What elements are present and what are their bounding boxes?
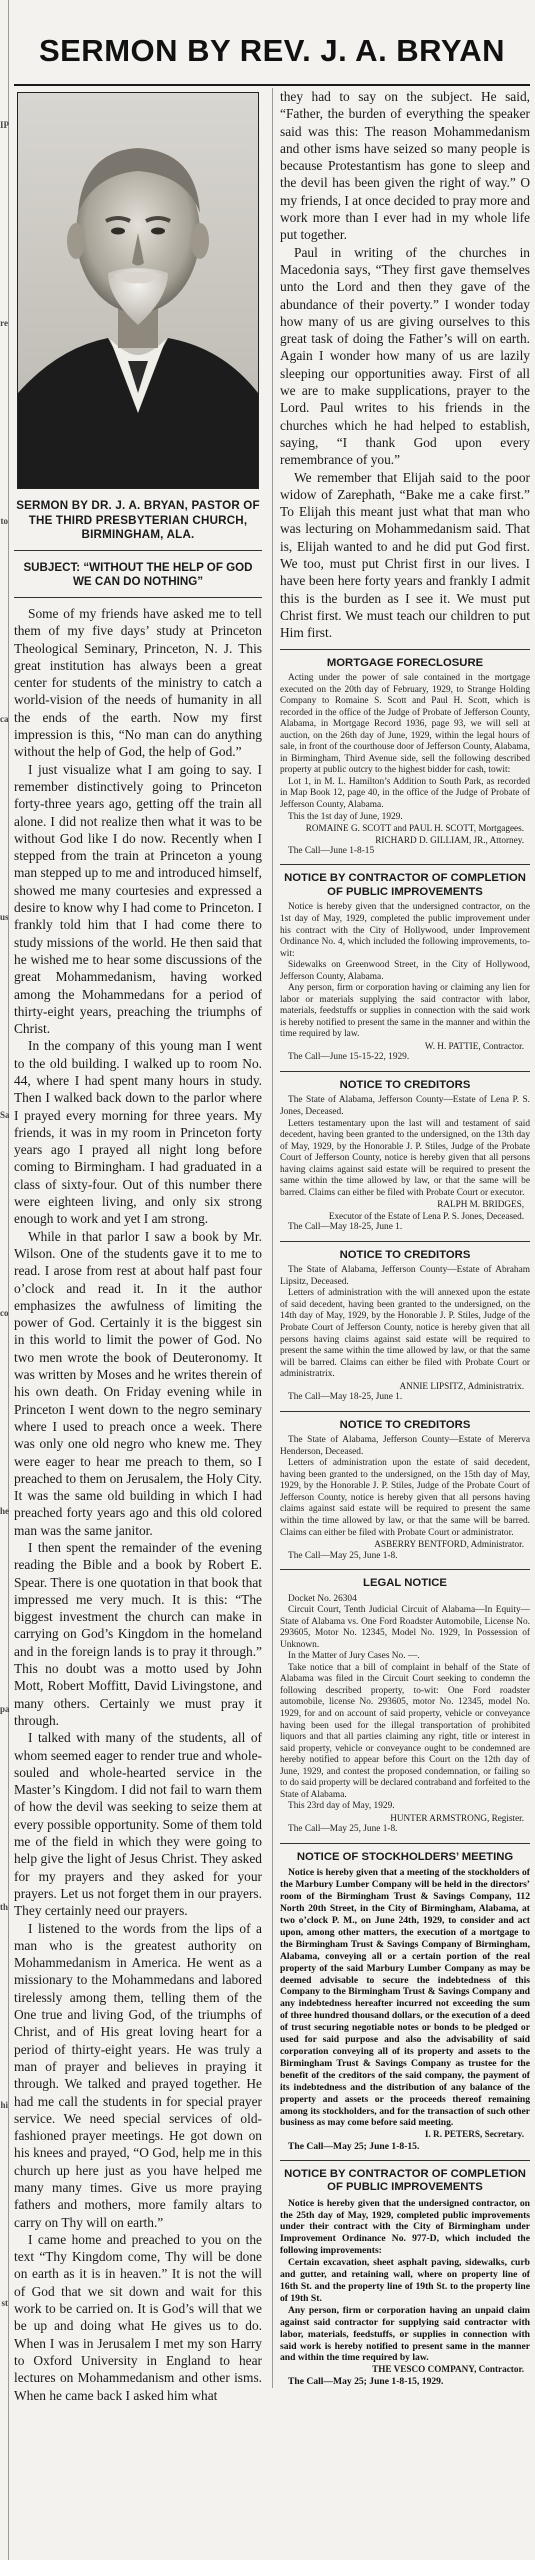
- notice-signature: RICHARD D. GILLIAM, JR., Attorney.: [375, 834, 524, 845]
- notice-paragraph: The State of Alabama, Jefferson County—Estate of Mererva Henderson, Deceased.: [280, 1435, 530, 1457]
- notice-publication-dates: The Call—June 1-8-15: [288, 845, 375, 856]
- notice-title: MORTGAGE FORECLOSURE: [326, 656, 484, 669]
- notice-divider: [280, 1071, 530, 1072]
- sermon-paragraph: I came home and preached to you on the text “Thy Kingdom come, Thy will be done on earth as it is in heaven.” It is not the will of God that we sit down and wait for this work to be carried on. It is God’s will that we be up and doing what He gives us to do. When I was in Jerusalem I met my son Harry to Oxford University in England to hear lectures on Mohammedanism and other isms. When he came back I asked him what: [14, 2231, 262, 2403]
- notice-paragraph: Certain excavation, sheet asphalt paving, sidewalks, curb and gutter, and retaining wall, where on property line of 16th St. and the property line of 19th St. to the property line of 19th St.: [280, 2257, 530, 2304]
- notice-divider: [280, 1241, 530, 1242]
- notice-divider: [280, 1843, 530, 1844]
- sermon-subject: SUBJECT: “WITHOUT THE HELP OF GOD WE CAN DO NOTHING”: [23, 560, 253, 589]
- notice-signature: W. H. PATTIE, Contractor.: [424, 1041, 524, 1052]
- notice-paragraph: The State of Alabama, Jefferson County—Estate of Lena P. S. Jones, Deceased.: [280, 1095, 530, 1118]
- left-edge-fragment-column: [0, 0, 9, 2560]
- notice-paragraph: Letters testamentary upon the last will and testament of said decedent, having been granted to the undersigned, on the 13th day of May, 1929, by the Honorable J. P. Stiles, Judge of the Probate Court of Jefferson County, notice is hereby given that all persons having claims against said estate will be required to present the same within the time allowed by law, or that the same will be barred. Claims can either be filed with Probate Court or executor.: [280, 1118, 530, 1198]
- portrait-image: [18, 93, 258, 488]
- notice-paragraph: This the 1st day of June, 1929.: [288, 811, 403, 822]
- legal-notice: [280, 1843, 530, 2153]
- notice-signature: ASBERRY BENTFORD, Administrator.: [374, 1539, 524, 1550]
- notice-publication-dates: The Call—June 15-15-22, 1929.: [288, 1052, 410, 1063]
- notice-paragraph: Notice is hereby given that the undersigned contractor, on the 25th day of May, 1929, completed public improvements under their contract with the City of Birmingham under Improvement Ordinance No. 977-D, which included the following improvements:: [280, 2197, 530, 2257]
- sermon-paragraph: I just visualize what I am going to say. I remember distinctively going to Princeton forty-three years ago, getting off the train all alone. I did not realize then what it was to be without God like I do now. Recently when I stepped from the train at Princeton a young man stepped up to me and introduced himself, showed me many courtesies and expressed a desire to know why I had come to Princeton. I frankly told him that I had come there to study missions of the world. He then said that he wished me to hear some discussions of the great Mohammedanism, having worked among the Mohammedans for a period of thirty-eight years, preaching the triumphs of Christ.: [14, 761, 262, 1037]
- notice-title: NOTICE BY CONTRACTOR OF COMPLETION OF PUBLIC IMPROVEMENTS: [284, 872, 526, 898]
- legal-notice: [280, 1569, 530, 1836]
- notice-publication-dates: The Call—May 18-25, June 1.: [288, 1392, 403, 1403]
- notice-paragraph: This 23rd day of May, 1929.: [288, 1801, 395, 1812]
- notice-title: NOTICE OF STOCKHOLDERS’ MEETING: [296, 1850, 514, 1863]
- notice-paragraph: Any person, firm or corporation having an unpaid claim against said contractor for supplying said contractor with labor, materials, feedstuffs, or supplies in connection with said work is hereby notified to present same in the manner and within the time required by law.: [280, 2304, 530, 2364]
- sermon-paragraph: In the company of this young man I went to the old building. I walked up to room No. 44, where I had spent many hours in study. Then I walked back down to the parlor where I prayed every morning for three years. My friends, it was in my room in Princeton forty years ago I prayed all night long before coming to Birmingham. I had graduated in a class of sixty-four. Out of this number there were eighteen living, and only six strong enough to work and yet I am strong.: [14, 1038, 262, 1227]
- edge-text-fragment: pa: [0, 1704, 10, 1714]
- sermon-paragraph: I listened to the words from the lips of a man who is the greatest authority on Mohammedanism in America. He went as a missionary to the Mohammedans and labored tirelessly among them, telling them of the One true and living God, of the triumphs of Christ, and of His great loving heart for a period of thirty-eight years. He was truly a man of prayer and believes in praying it through. We talked and prayed together. He had me call the students in for special prayer service. We need special services of old-fashioned prayer meetings. He got down on his knees and prayed, “O God, help me in this church up here just as you have helped me many many times. Give us more praying fathers and mothers, more family altars to carry on Thy will on earth.”: [14, 1920, 262, 2230]
- edge-text-fragment: Sa: [0, 1110, 10, 1120]
- notice-signature: I. R. PETERS, Secretary.: [424, 2129, 524, 2140]
- photo-caption: SERMON BY DR. J. A. BRYAN, PASTOR OF THE THIRD PRESBYTERIAN CHURCH, BIRMINGHAM, ALA.: [16, 499, 260, 542]
- notice-divider: [280, 649, 530, 650]
- portrait-photo: [17, 92, 259, 489]
- legal-notice: [280, 864, 530, 1064]
- sermon-paragraph: Some of my friends have asked me to tell them of my five days’ study at Princeton Theological Seminary, Princeton, N. J. This great institution has always been a great center for students of the ministry to catch a world-vision of the needs of humanity in all the ends of the earth. Now my first impression is this, “No man can do anything without the help of God, the help of God.”: [14, 605, 262, 760]
- notice-paragraph: Notice is hereby given that a meeting of the stockholders of the Marbury Lumber Company will be held in the directors’ room of the Birmingham Trust & Savings Company, 112 North 20th Street, in the City of Birmingham, Alabama, at two o’clock P. M., on June 24th, 1929, to consider and act upon, among other matters, the execution of a mortgage to the Birmingham Trust & Savings Company of Birmingham, Alabama, conveying all or a certain portion of the real property of the said Marbury Lumber Company as may be deemed advisable to secure the indebtedness of this Company to the Birmingham Trust & Savings Company and any indebtedness hereafter incurred not exceeding the sum of three hundred thousand dollars, or the execution of a deed of trust securing negotiable notes or bonds to be pledged or used for said purpose and also the advisability of said corporation conveying all of its property and assets to the Birmingham Trust & Savings Company as trustee for the benefit of the creditors of the said company, the payment of its indebtedness and the distribution of any balance of the property and assets or the proceeds thereof remaining among its stockholders, and for the transaction of such other business as may come before said meeting.: [280, 1867, 530, 2129]
- sermon-paragraph: While in that parlor I saw a book by Mr. Wilson. One of the students gave it to me to read. I arose from rest at about half past four o’clock and read it. In it the author emphasizes the awfulness of limiting the power of God. Certainly it is the biggest sin in this world to limit the power of God. No two men wrote the book of Deuteronomy. It was written by Moses and he writes therein of his own death. On Friday evening while in Princeton I went down to the negro seminary where I used to preach once a week. There was only one old negro who knew me. They were eager to hear me preach to them, so I preached to them on Jerusalem, the Holy City. It was the same old building in which I had preached forty years ago and this old colored man was the same janitor.: [14, 1228, 262, 1538]
- caption-divider: [14, 550, 262, 551]
- left-column: [14, 92, 262, 2404]
- sermon-paragraph: I talked with many of the students, all of whom seemed eager to render true and whole-souled and whole-hearted service in the Master’s Kingdom. I did not fail to warn them of how the devil was seeking to seize them at every possible opportunity. Some of them told me of the field in which they were going to help give the light of Jesus Christ. They asked for my prayers and they asked for your prayers. Let us not forget them in our prayers. They certainly need our prayers.: [14, 1730, 262, 1919]
- legal-notice: [280, 1071, 530, 1234]
- sermon-paragraph: Paul in writing of the churches in Macedonia says, “They first gave themselves unto the Lord and then they gave of the abundance of their poverty.” I wonder today how many of us are giving ourselves to this great task of doing the Father’s will on earth. Again I wonder how many of us are lazily sleeping our opportunities away. First of all we are to make supplications, prayer to the Lord. Paul writes to his friends in the churches which he had helped to establish, saying, “I thank God upon every remembrance of you.”: [280, 244, 530, 468]
- edge-text-fragment: th: [0, 1902, 9, 1912]
- edge-text-fragment: st: [1, 2298, 8, 2308]
- notice-title: LEGAL NOTICE: [363, 1577, 447, 1590]
- notice-paragraph: In the Matter of Jury Cases No. —.: [288, 1651, 420, 1662]
- notice-signature: ANNIE LIPSITZ, Administratrix.: [399, 1380, 524, 1391]
- sermon-paragraph: I then spent the remainder of the evening reading the Bible and a book by Robert E. Spear. There is one quotation in that book that impressed me very much. It is this: “The biggest investment the church can make in carrying on God’s Kingdom in the homeland and in the foreign lands is to pray it through.” This no doubt was a motto used by John Mott, Robert Moffitt, David Livingstone, and many others. Certainly we must pray it through.: [14, 1540, 262, 1728]
- notice-paragraph: Letters of administration with the will annexed upon the estate of said decedent, having been granted to the undersigned, on the 14th day of May, 1929, by the Honorable J. P. Stiles, Judge of the Probate Court of Jefferson County, notice is hereby given that all persons having claims against said estate will be required to present the same within the time allowed by law, or that the same will be barred. Claims can either be filed with Probate Court or administratrix.: [280, 1288, 530, 1380]
- notice-paragraph: Sidewalks on Greenwood Street, in the City of Hollywood, Jefferson County, Alabama.: [280, 960, 530, 982]
- sermon-body-right: [280, 88, 530, 642]
- notice-paragraph: The State of Alabama, Jefferson County—Estate of Abraham Lipsitz, Deceased.: [280, 1265, 530, 1287]
- notice-signature: RALPH M. BRIDGES,: [437, 1199, 524, 1210]
- notice-title: NOTICE BY CONTRACTOR OF COMPLETION OF PUBLIC IMPROVEMENTS: [284, 2167, 526, 2194]
- sermon-body-left: [14, 605, 262, 2404]
- notice-signature: Executor of the Estate of Lena P. S. Jones, Deceased.: [328, 1210, 524, 1221]
- notice-signature: HUNTER ARMSTRONG, Register.: [390, 1812, 524, 1823]
- edge-text-fragment: hi: [0, 2100, 8, 2110]
- legal-notices: [280, 649, 530, 2388]
- edge-text-fragment: to: [0, 516, 8, 526]
- notice-title: NOTICE TO CREDITORS: [339, 1078, 471, 1091]
- legal-notice: [280, 649, 530, 858]
- notice-publication-dates: The Call—May 25; June 1-8-15.: [288, 2140, 420, 2152]
- legal-notice: [280, 1241, 530, 1404]
- notice-title: NOTICE TO CREDITORS: [339, 1418, 471, 1431]
- notice-paragraph: Lot 1, in M. L. Hamilton’s Addition to South Park, as recorded in Map Book 12, page 40, in the office of the Judge of Probate of Jefferson County, Alabama.: [280, 776, 530, 811]
- notice-paragraph: Circuit Court, Tenth Judicial Circuit of Alabama—In Equity—State of Alabama vs. One Ford Roadster Automobile, License No. 293605, Motor No. 12345, Model No. 1929, In Possession of Unknown.: [280, 1605, 530, 1650]
- subject-divider: [14, 597, 262, 598]
- sermon-paragraph: they had to say on the subject. He said, “Father, the burden of everything the speaker said was this: The reason Mohammedanism and other isms have seized so many people is because Protestantism has gone to sleep and the devil has been given the right of way.” O my friends, I at once decided to pray more and work more than I ever had in my whole life put together.: [280, 89, 530, 243]
- notice-paragraph: Notice is hereby given that the undersigned contractor, on the 1st day of May, 1929, completed the public improvement under his contract with the City of Hollywood, under Improvement Ordinance No. 4, which included the following improvements, to-wit:: [280, 902, 530, 959]
- notice-divider: [280, 1569, 530, 1570]
- notice-divider: [280, 1411, 530, 1412]
- notice-paragraph: Take notice that a bill of complaint in behalf of the State of Alabama was filed in the Circuit Court seeking to condemn the following described property, to-wit: One Ford roadster automobile, license No. 293605, motor No. 12345, model No. 1929, for and on account of said property, vehicle or conveyance having been used for the illegal transportation of prohibited liquors and that all parties claiming any right, title or interest in said property, vehicle or conveyance ought to be condemned are hereby notified to appear before this Court on the 12th day of June, 1929, and contest the proposed condemnation, or failing so to do said property will be declared contraband and forfeited to the State of Alabama.: [280, 1662, 530, 1800]
- notice-publication-dates: The Call—May 25, June 1-8.: [288, 1824, 398, 1835]
- notice-title: NOTICE TO CREDITORS: [339, 1248, 471, 1261]
- legal-notice: [280, 2160, 530, 2388]
- notice-signature: THE VESCO COMPANY, Contractor.: [372, 2364, 524, 2375]
- notice-paragraph: Letters of administration upon the estate of said decedent, having been granted to the undersigned, on the 15th day of May, 1929, by the Honorable J. P. Stiles, Judge of the Probate Court of Jefferson County, notice is hereby given that all persons having claims against said estate will be required to present the same within the time allowed by law, or that the same will be barred. Claims can either be filed with Probate Court or administrator.: [280, 1458, 530, 1538]
- notice-divider: [280, 864, 530, 865]
- headline: SERMON BY REV. J. A. BRYAN: [14, 16, 530, 86]
- notice-publication-dates: The Call—May 25, June 1-8.: [288, 1550, 398, 1561]
- right-column: [272, 88, 530, 2388]
- edge-text-fragment: co: [0, 1308, 9, 1318]
- notice-paragraph: Acting under the power of sale contained in the mortgage executed on the 20th day of February, 1929, to Strange Holding Company to Romaine S. Scott and Paul H. Scott, which is recorded in the office of the Judge of Probate of Jefferson County, Alabama, in Mortgage Record 1936, page 93, we will sell at auction, on the 26th day of June, 1929, within the legal hours of sale, in front of the courthouse door of Jefferson County, Alabama, in Birmingham, Third Avenue side, sell the following described property at public outcry to the highest bidder for cash, towit:: [280, 673, 530, 776]
- legal-notice: [280, 1411, 530, 1562]
- notice-divider: [280, 2160, 530, 2161]
- edge-text-fragment: us: [0, 912, 9, 922]
- edge-text-fragment: he: [0, 1506, 9, 1516]
- notice-publication-dates: The Call—May 18-25, June 1.: [288, 1222, 403, 1233]
- notice-signature: ROMAINE G. SCOTT and PAUL H. SCOTT, Mortgagees.: [305, 823, 524, 834]
- edge-text-fragment: ca: [0, 714, 9, 724]
- notice-paragraph: Any person, firm or corporation having or claiming any lien for labor or materials supplying the said contractor with labor, materials, feedstuffs or supplies in connection with the said work is hereby notified to present the same in the manner and within the time required by law.: [280, 983, 530, 1040]
- edge-text-fragment: IP: [0, 120, 9, 130]
- notice-paragraph: Docket No. 26304: [288, 1593, 357, 1604]
- notice-publication-dates: The Call—May 25; June 1-8-15, 1929.: [288, 2375, 444, 2387]
- sermon-paragraph: We remember that Elijah said to the poor widow of Zarephath, “Bake me a cake first.” To Elijah this meant just what that man who was lecturing on Mohammedanism said. That is, Elijah wanted to and he did put God first. We too, must put Christ first in our lives. I have been here forty years and frankly I admit this is the burden as I see it. We must put Christ first. We must teach our children to put Him first.: [280, 469, 530, 641]
- edge-text-fragment: re: [0, 318, 8, 328]
